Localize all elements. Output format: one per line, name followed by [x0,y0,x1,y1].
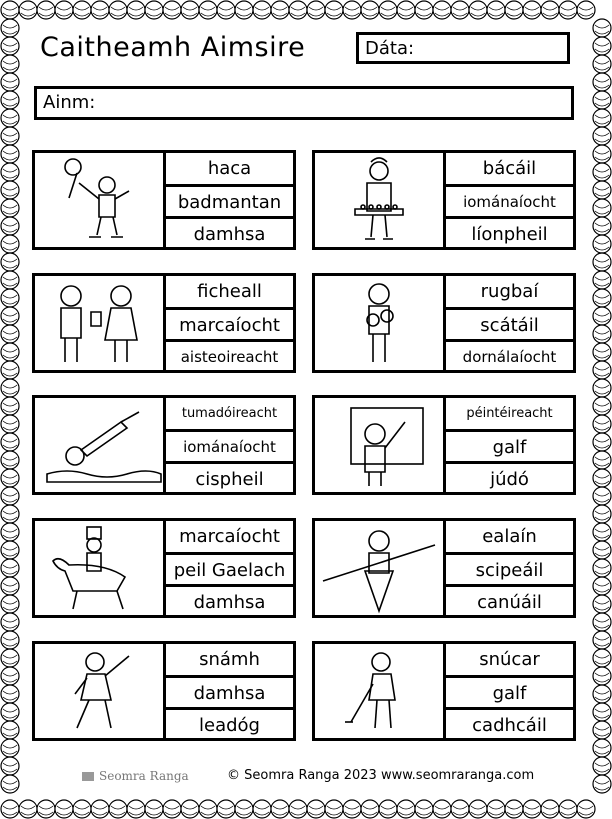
footer-logo [82,769,189,783]
option[interactable]: damhsa [166,675,293,706]
option[interactable]: cispheil [166,461,293,492]
activity-card-7 [32,518,296,618]
kayaker-icon [315,521,446,615]
option[interactable]: ealaín [482,526,537,547]
option[interactable]: damhsa [166,584,293,615]
activity-card-10 [312,641,576,741]
activity-card-3 [32,273,296,373]
option[interactable]: rugbaí [480,281,539,302]
activity-card-8 [312,518,576,618]
activity-card-4 [312,273,576,373]
option[interactable]: galf [446,675,573,706]
activity-card-1 [32,150,296,250]
activity-card-5 [32,395,296,495]
option[interactable]: snúcar [479,649,540,670]
activity-card-6 [312,395,576,495]
activity-card-2 [312,150,576,250]
diver-icon [35,398,166,492]
name-label: Ainm: [43,92,96,113]
option[interactable]: péintéireacht [466,406,553,421]
option[interactable]: cadhcáil [446,707,573,738]
option[interactable]: líonpheil [446,216,573,247]
option[interactable]: ficheall [197,281,262,302]
option[interactable]: leadóg [166,707,293,738]
option[interactable]: canúáil [446,584,573,615]
option[interactable]: badmantan [166,184,293,215]
option[interactable]: haca [207,158,252,179]
option[interactable]: dornálaíocht [446,339,573,370]
baker-icon [315,153,446,247]
boxer-icon [315,276,446,370]
option[interactable]: iománaíocht [166,429,293,460]
book-icon [82,772,94,781]
option[interactable]: aisteoireacht [166,339,293,370]
option[interactable]: snámh [199,649,260,670]
actors-icon [35,276,166,370]
option[interactable]: scipeáil [446,552,573,583]
badminton-player-icon [35,153,166,247]
option[interactable]: iománaíocht [446,184,573,215]
horse-rider-icon [35,521,166,615]
painter-icon [315,398,446,492]
page-title: Caitheamh Aimsire [40,32,306,63]
date-label: Dáta: [365,38,415,59]
option[interactable]: tumadóireacht [181,406,278,421]
dancer-icon [35,644,166,738]
option[interactable]: bácáil [482,158,537,179]
option[interactable]: marcaíocht [166,307,293,338]
footer-logo-text: Seomra Ranga [99,769,189,783]
activity-card-9 [32,641,296,741]
worksheet [22,22,590,797]
option[interactable]: galf [446,429,573,460]
date-field[interactable] [356,32,570,64]
option[interactable]: scátáil [446,307,573,338]
option[interactable]: marcaíocht [179,526,280,547]
name-field[interactable] [34,86,574,120]
option[interactable]: damhsa [166,216,293,247]
option[interactable]: peil Gaelach [166,552,293,583]
option[interactable]: júdó [446,461,573,492]
footer-copyright: © Seomra Ranga 2023 www.seomraranga.com [227,768,535,783]
golfer-icon [315,644,446,738]
